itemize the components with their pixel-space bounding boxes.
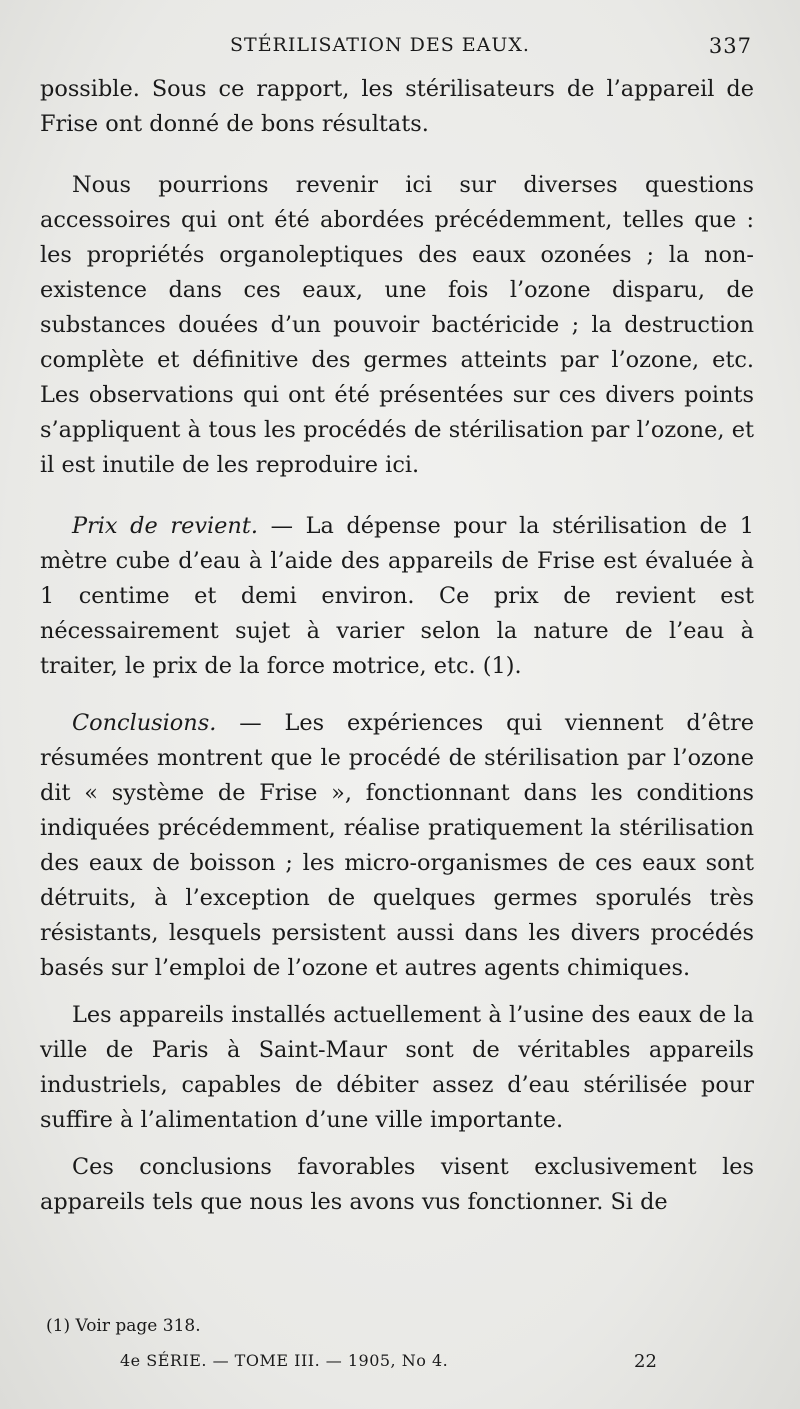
conclusions-heading: Conclusions.	[72, 710, 217, 736]
cost-body: — La dépense pour la stérilisation de 1 mètre cube d’eau à l’aide des appareils de Frise est évaluée à 1 centime et demi environ. Ce prix de revient est nécessairement sujet à varier selon la nature de l’eau à traiter, le prix de la force motrice, etc. (1).	[40, 513, 754, 679]
footnote: (1) Voir page 318.	[46, 1316, 201, 1336]
page-number: 337	[708, 34, 752, 58]
paragraph-continuation: possible. Sous ce rapport, les stérilisateurs de l’appareil de Frise ont donné de bons résultats.	[40, 76, 754, 137]
paragraph-installations: Les appareils installés actuellement à l’usine des eaux de la ville de Paris à Saint-Maur sont de véritables appareils industriels, capables de débiter assez d’eau stérilisée pour suffire à l’alimentation d’une ville importante.	[40, 1002, 754, 1133]
paragraph-final: Ces conclusions favorables visent exclusivement les appareils tels que nous les avons vus fonctionner. Si de	[40, 1154, 754, 1215]
paragraph-cost	[40, 509, 754, 684]
paragraph-conclusions	[40, 706, 754, 986]
signature-mark: 22	[634, 1351, 657, 1372]
running-head	[40, 34, 752, 64]
series-info: 4e SÉRIE. — TOME III. — 1905, No 4.	[120, 1351, 449, 1370]
page-footer	[40, 1351, 754, 1375]
cost-heading: Prix de revient.	[72, 513, 258, 539]
conclusions-body: — Les expériences qui viennent d’être résumées montrent que le procédé de stérilisation par l’ozone dit « système de Frise », fonctionnant dans les conditions indiquées précédemment, réalise pratiquement la stérilisation des eaux de boisson ; les micro-organismes de ces eaux sont détruits, à l’exception de quelques germes sporulés très résistants, lesquels persistent aussi dans les divers procédés basés sur l’emploi de l’ozone et autres agents chimiques.	[40, 710, 754, 981]
paragraph-accessory-questions: Nous pourrions revenir ici sur diverses questions accessoires qui ont été abordées précédemment, telles que : les propriétés organoleptiques des eaux ozonées ; la non-existence dans ces eaux, une fois l’ozone disparu, de substances douées d’un pouvoir bactéricide ; la destruction complète et définitive des germes atteints par l’ozone, etc. Les observations qui ont été présentées sur ces divers points s’appliquent à tous les procédés de stérilisation par l’ozone, et il est inutile de les reproduire ici.	[40, 172, 754, 478]
running-head-title: STÉRILISATION DES EAUX.	[230, 34, 530, 56]
body-text	[40, 72, 754, 1220]
